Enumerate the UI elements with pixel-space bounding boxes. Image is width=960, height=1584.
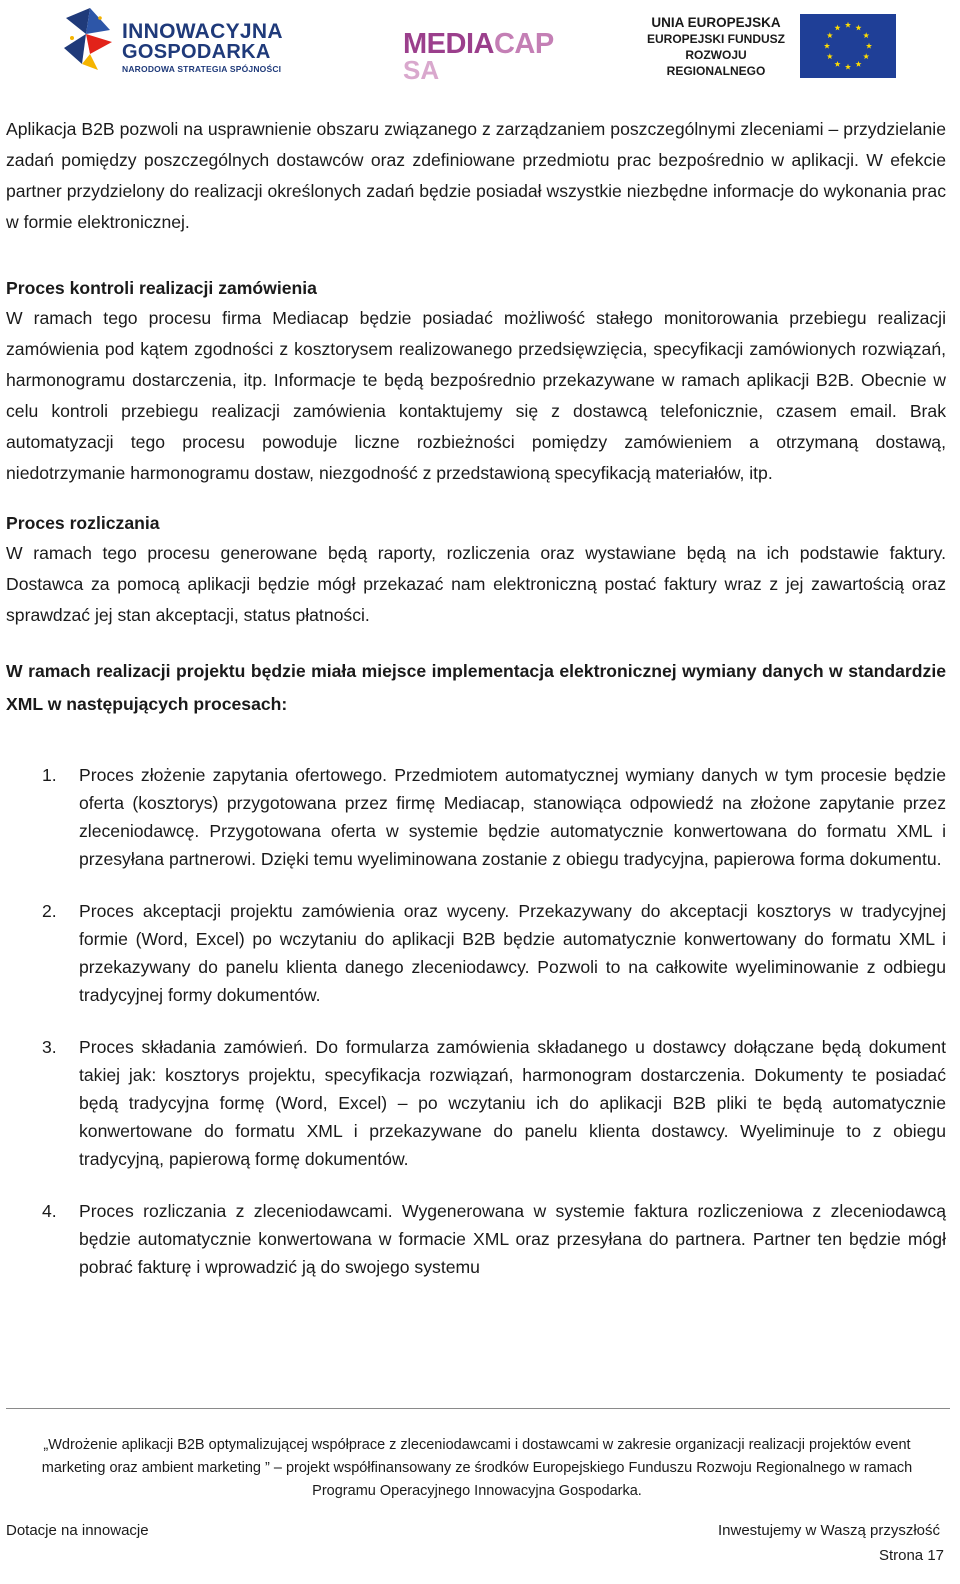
eu-fund-logo xyxy=(636,14,936,78)
page-number: Strona 17 xyxy=(878,1547,944,1564)
list-item-number: 3. xyxy=(42,1037,57,1057)
section-heading: Proces rozliczania xyxy=(6,513,160,533)
section-paragraph: W ramach tego procesu firma Mediacap będzie posiadać możliwość stałego monitorowania przebiegu realizacji zamówienia pod kątem zgodności z kosztorysem realizowanego przedsięwzięcia, specyfikacji zamówionych rozwiązań, harmonogramu dostarczenia, itp. Informacje te będą bezpośrednio przekazywane w ramach aplikacji B2B. Obecnie w celu kontroli przebiegu realizacji zamówienia kontaktujemy się z dostawcą telefonicznie, czasem email. Brak automatyzacji tego procesu powoduje liczne rozbieżności pomiędzy zamówieniem a otrzymaną dostawą, niedotrzymanie harmonogramu dostaw, niezgodność z przedstawioną specyfikacją materiałów, itp. xyxy=(6,308,946,483)
process-list xyxy=(6,761,946,1281)
list-item-text: Proces składania zamówień. Do formularza zamówienia składanego u dostawcy dołączane będą dokument takiej jak: kosztorys projektu, specyfikacja rozwiązań, harmonogram dostarczenia. Dokumenty te posiadać będą tradycyjna formę (Word, Excel) – po wczytaniu ich do aplikacji B2B pliki te będą automatycznie konwertowane do formatu XML i przekazywane do panelu klienta dostawcy. Wyeliminuje to z obiegu tradycyjną, papierową formę dokumentów. xyxy=(79,1037,946,1169)
innowacyjna-line1: INNOWACYJNA xyxy=(122,20,283,43)
eu-line3: ROZWOJU REGIONALNEGO xyxy=(666,48,766,78)
list-item-text: Proces rozliczania z zleceniodawcami. Wygenerowana w systemie faktura rozliczeniowa z zleceniodawcą będzie automatycznie konwertowana w formacie XML oraz przesyłana do partnera. Partner ten będzie mógł pobrać fakturę i wprowadzić ją do swojego systemu xyxy=(79,1201,946,1277)
list-item-number: 2. xyxy=(42,901,57,921)
section-kontrola xyxy=(6,274,946,489)
footer-left-slogan: Dotacje na innowacje xyxy=(6,1522,149,1539)
footer-project-note: „Wdrożenie aplikacji B2B optymalizującej współprace z zleceniodawcami i dostawcami w zakresie organizacji realizacji projektów event marketing oraz ambient marketing ” – projekt współfinansowany ze środków Europejskiego Funduszu Rozwoju Regionalnego w ramach Programu Operacyjnego Innowacyjna Gospodarka. xyxy=(41,1437,913,1499)
mediacap-part2: CAP xyxy=(493,28,554,60)
mediacap-sa: SA xyxy=(403,55,440,85)
list-item-text: Proces złożenie zapytania ofertowego. Przedmiotem automatycznej wymiany danych w tym procesie będzie oferta (kosztorys) przygotowana przez firmę Mediacap, stanowiąca odpowiedź na złożone zapytanie przez zleceniodawcę. Przygotowana oferta w systemie będzie automatycznie konwertowana do formatu XML i przesyłana partnerowi. Dzięki temu wyeliminowana zostanie z obiegu tradycyjna, papierowa forma dokumentu. xyxy=(79,765,946,869)
section-rozliczanie xyxy=(6,509,946,631)
footer-right-slogan: Inwestujemy w Waszą przyszłość xyxy=(718,1522,940,1539)
mediacap-part1: MEDIA xyxy=(403,28,494,60)
list-item xyxy=(6,897,946,1009)
list-item xyxy=(6,1033,946,1173)
section-heading: Proces kontroli realizacji zamówienia xyxy=(6,278,317,298)
footer-divider xyxy=(6,1408,950,1409)
innowacyjna-line2: GOSPODARKA xyxy=(122,41,271,63)
section-paragraph: W ramach tego procesu generowane będą raporty, rozliczenia oraz wystawiane będą na ich podstawie faktury. Dostawca za pomocą aplikacji będzie mógł przekazać nam elektroniczną postać faktury wraz z jej zawartością oraz sprawdzać jej stan akceptacji, status płatności. xyxy=(6,543,946,625)
eu-line2: EUROPEJSKI FUNDUSZ xyxy=(646,32,786,46)
list-item xyxy=(6,1197,946,1281)
xml-heading: W ramach realizacji projektu będzie miała miejsce implementacja elektronicznej wymiany danych w standardzie XML w następujących procesach: xyxy=(6,661,946,714)
intro-paragraph: Aplikacja B2B pozwoli na usprawnienie obszaru związanego z zarządzaniem poszczególnymi zleceniami – przydzielanie zadań pomiędzy poszczególnych dostawców oraz zdefiniowane przedmiotu prac bezpośrednio w aplikacji. W efekcie partner przydzielony do realizacji określonych zadań będzie posiadał wszystkie niezbędne informacje do wykonania prac w formie elektronicznej. xyxy=(6,119,946,232)
eu-fund-text xyxy=(636,14,796,79)
innowacyjna-gospodarka-logo xyxy=(60,8,300,72)
document-body xyxy=(6,114,946,1305)
page-header xyxy=(0,0,960,88)
innowacyjna-line3: NARODOWA STRATEGIA SPÓJNOŚCI xyxy=(122,64,282,74)
mediacap-logo xyxy=(403,28,573,84)
list-item-number: 1. xyxy=(42,765,57,785)
eu-flag-icon xyxy=(800,14,896,78)
innowacyjna-star-icon xyxy=(60,8,116,72)
list-item-number: 4. xyxy=(42,1201,57,1221)
list-item xyxy=(6,761,946,873)
list-item-text: Proces akceptacji projektu zamówienia oraz wyceny. Przekazywany do akceptacji kosztorys w tradycyjnej formie (Word, Excel) po wczytaniu do aplikacji B2B będzie automatycznie konwertowany do formatu XML i przekazywany do panelu klienta danego zleceniodawcy. Pozwoli to na całkowite wyeliminowanie z odbiegu tradycyjnej formy dokumentów. xyxy=(79,901,946,1005)
eu-line1: UNIA EUROPEJSKA xyxy=(651,15,781,30)
